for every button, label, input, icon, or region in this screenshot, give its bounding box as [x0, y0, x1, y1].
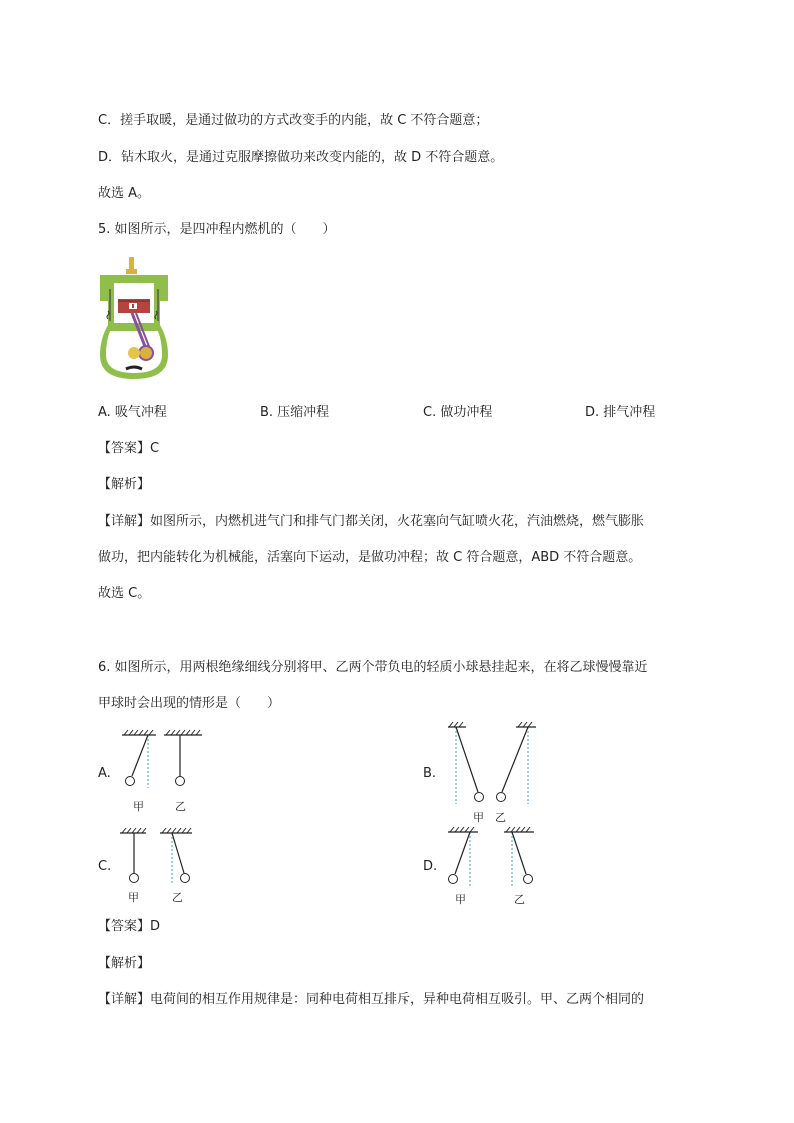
engine-diagram: [98, 255, 170, 383]
q6-option-d-letter: D.: [423, 859, 438, 874]
q5-analysis-heading: 【解析】: [98, 477, 151, 492]
q6-option-a-letter: A.: [98, 766, 111, 781]
q6-option-b-diagram: [444, 718, 544, 806]
q5-detail-line-2: 做功，把内能转化为机械能，活塞向下运动，是做功冲程；故 C 符合题意，ABD 不符合题意。: [98, 550, 642, 565]
q6-b-ball-yi-label: 乙: [495, 811, 506, 824]
prev-conclusion: 故选 A。: [98, 186, 151, 201]
q5-option-c: C. 做功冲程: [423, 405, 493, 420]
q5-option-d: D. 排气冲程: [585, 405, 656, 420]
q6-option-c-letter: C.: [98, 859, 112, 874]
q5-answer: 【答案】C: [98, 441, 160, 456]
q6-analysis-heading: 【解析】: [98, 956, 151, 971]
q6-option-c-diagram: [118, 825, 198, 887]
q6-detail-line-1: 【详解】电荷间的相互作用规律是：同种电荷相互排斥，异种电荷相互吸引。甲、乙两个相同的: [98, 992, 645, 1007]
q6-answer: 【答案】D: [98, 919, 161, 934]
q6-option-a-diagram: [118, 726, 208, 790]
q6-a-ball-yi-label: 乙: [175, 800, 186, 813]
q6-d-ball-yi-label: 乙: [514, 893, 525, 906]
option-d-explanation: D．钻木取火，是通过克服摩擦做功来改变内能的，故 D 不符合题意。: [98, 150, 504, 165]
q6-c-ball-yi-label: 乙: [172, 891, 183, 904]
q5-conclusion: 故选 C。: [98, 586, 151, 601]
q6-option-b-letter: B.: [423, 766, 437, 781]
q5-detail-line-1: 【详解】如图所示，内燃机进气门和排气门都关闭，火花塞向气缸喷火花，汽油燃烧，燃气膨胀: [98, 514, 645, 529]
question-6-stem-line-2: 甲球时会出现的情形是（ ）: [98, 696, 281, 711]
q6-a-ball-jia-label: 甲: [133, 800, 144, 813]
q5-option-b: B. 压缩冲程: [260, 405, 330, 420]
q6-d-ball-jia-label: 甲: [455, 893, 466, 906]
q6-c-ball-jia-label: 甲: [128, 891, 139, 904]
question-6-stem-line-1: 6. 如图所示，用两根绝缘细线分别将甲、乙两个带负电的轻质小球悬挂起来，在将乙球慢慢靠近: [98, 660, 648, 675]
option-c-explanation: C．搓手取暖，是通过做功的方式改变手的内能，故 C 不符合题意；: [98, 113, 489, 128]
q6-option-d-diagram: [444, 822, 544, 890]
q5-option-a: A. 吸气冲程: [98, 405, 167, 420]
q6-b-ball-jia-label: 甲: [473, 811, 484, 824]
question-5-stem: 5. 如图所示，是四冲程内燃机的（ ）: [98, 222, 336, 237]
